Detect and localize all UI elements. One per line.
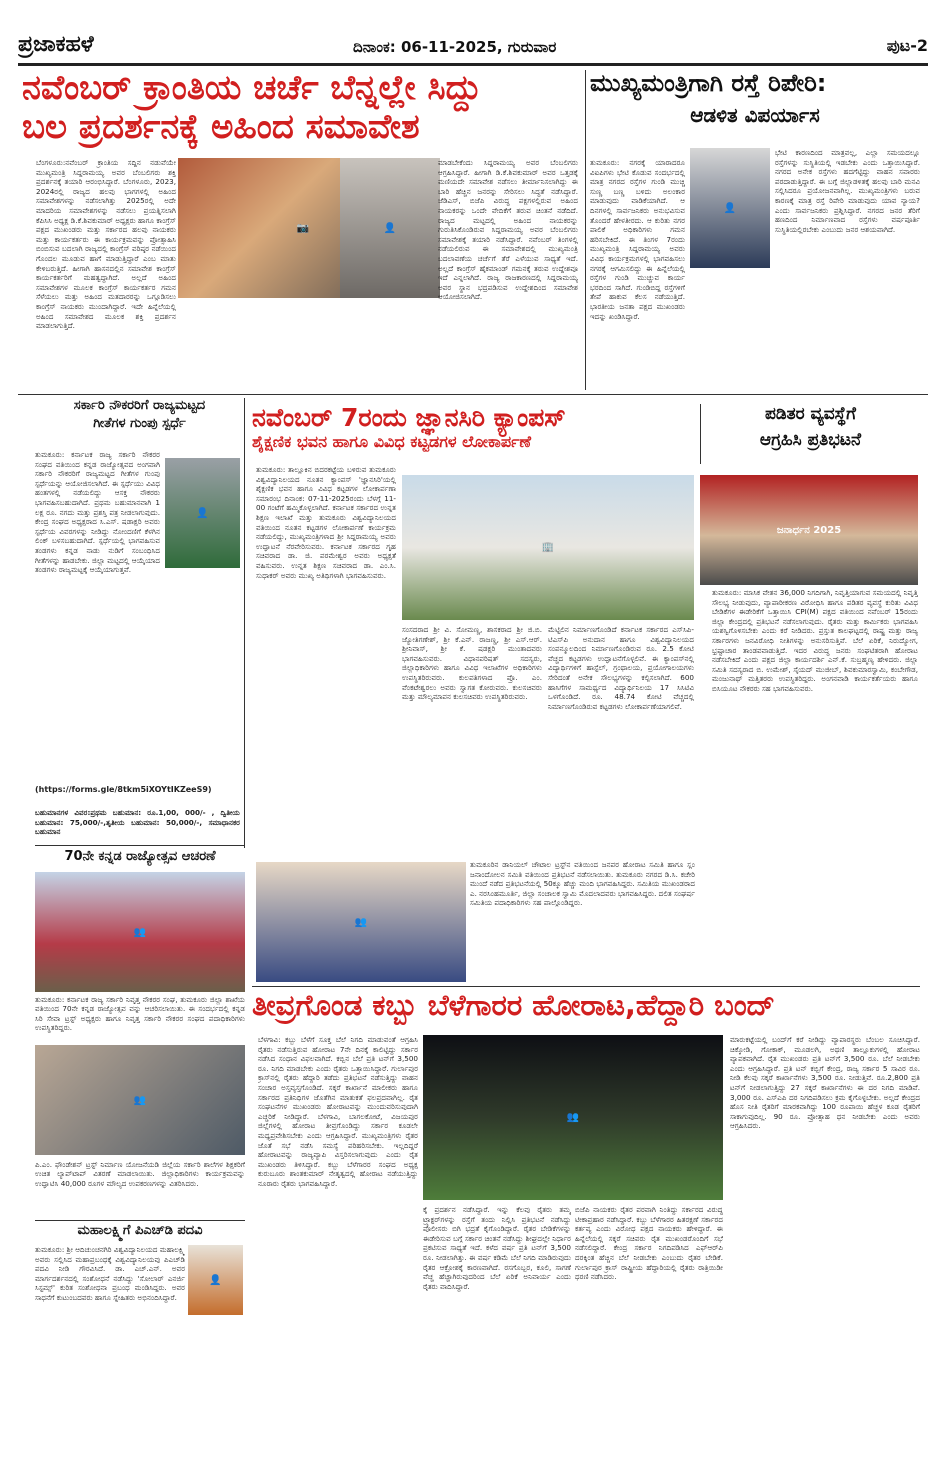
divider (252, 986, 920, 987)
job-link: (https://forms.gle/8tkm5iXOYtIKZeeS9) (35, 785, 212, 794)
laptop-event-photo (35, 1045, 245, 1155)
cm-headline-line2: ಆಡಳಿತ ವಿಪರ್ಯಾಸ (690, 102, 820, 127)
rajyotsava-headline: 70ನೇ ಕನ್ನಡ ರಾಜ್ಯೋತ್ಸವ ಆಚರಣೆ (64, 849, 216, 864)
lead-photo-2 (340, 158, 440, 298)
portrait-icon: 👤 (723, 202, 737, 214)
laptop-caption: ಪಿ.ಎಂ. ಫೌಂಡೇಶನ್ ಟ್ರಸ್ಟ್ ನಿರ್ಮಾಣ ಯೋಜನೆಯಡಿ ಜಿಲ್ಲೆಯ ಸರ್ಕಾರಿ ಶಾಲೆಗಳ ಶಿಕ್ಷಕರಿಗೆ ಉಚಿತ ಲ್ಯಾಪ್‌ಟಾಪ್ ವಿತರಣೆ ಮಾಡಲಾಯಿತು. ಜಿಲ್ಲಾಧಿಕಾರಿಗಳು ಕಾರ್ಯಕ್ರಮವನ್ನು ಉದ್ಘಾಟಿಸಿ 40,000 ರೂಗಳ ಮೌಲ್ಯದ ಉಪಕರಣಗಳನ್ನು ವಿತರಿಸಿದರು. (35, 1160, 245, 1188)
sugarcane-col1: ಬೆಳಗಾವಿ: ಕಬ್ಬು ಬೆಳೆಗೆ ಸೂಕ್ತ ಬೆಲೆ ನಿಗದಿ ಮಾಡುವಂತೆ ಆಗ್ರಹಿಸಿ ರೈತರು ನಡೆಸುತ್ತಿರುವ ಹೋರಾಟ 7ನೇ ದಿನಕ್ಕೆ ಕಾಲಿಟ್ಟಿದ್ದು ಸರ್ಕಾರ ನಡೆಸಿದ ಸಂಧಾನ ವಿಫಲವಾಗಿದೆ. ಕಬ್ಬಿನ ಬೆಲೆ ಪ್ರತಿ ಟನ್‌ಗೆ 3,500 ರೂ. ನಿಗದಿ ಮಾಡಬೇಕು ಎಂದು ರೈತರು ಒತ್ತಾಯಿಸಿದ್ದಾರೆ. ಗುರ್ಲಾಪುರ ಕ್ರಾಸ್‌ನಲ್ಲಿ ರೈತರು ಹೆದ್ದಾರಿ ತಡೆದು ಪ್ರತಿಭಟನೆ ನಡೆಸುತ್ತಿದ್ದು ವಾಹನ ಸಂಚಾರ ಅಸ್ತವ್ಯಸ್ತಗೊಂಡಿದೆ. ಸಕ್ಕರೆ ಕಾರ್ಖಾನೆ ಮಾಲೀಕರು ಹಾಗೂ ಸರ್ಕಾರದ ಪ್ರತಿನಿಧಿಗಳ ಜೊತೆಗಿನ ಮಾತುಕತೆ ಫಲಪ್ರದವಾಗಿಲ್ಲ. ರೈತ ಸಂಘಟನೆಗಳ ಮುಖಂಡರು ಹೋರಾಟವನ್ನು ಮುಂದುವರಿಸುವುದಾಗಿ ಎಚ್ಚರಿಕೆ ನೀಡಿದ್ದಾರೆ. ಬೆಳಗಾವಿ, ಬಾಗಲಕೋಟೆ, ವಿಜಯಪುರ ಜಿಲ್ಲೆಗಳಲ್ಲಿ ಹೋರಾಟ ತೀವ್ರಗೊಂಡಿದ್ದು ಸರ್ಕಾರ ಕೂಡಲೇ ಮಧ್ಯಪ್ರವೇಶಿಸಬೇಕು ಎಂದು ಆಗ್ರಹಿಸಿದ್ದಾರೆ. ಮುಖ್ಯಮಂತ್ರಿಗಳು ರೈತರ ಜೊತೆ ಸಭೆ ನಡೆಸಿ ಸಮಸ್ಯೆ ಪರಿಹರಿಸಬೇಕು. ಇಲ್ಲದಿದ್ದರೆ ಹೋರಾಟವನ್ನು ರಾಜ್ಯವ್ಯಾಪಿ ವಿಸ್ತರಿಸಲಾಗುವುದು ಎಂದು ರೈತ ಮುಖಂಡರು ತಿಳಿಸಿದ್ದಾರೆ. ಕಬ್ಬು ಬೆಳೆಗಾರರ ಸಂಘದ ಅಧ್ಯಕ್ಷ ಕುರುಬೂರು ಶಾಂತಕುಮಾರ್ ನೇತೃತ್ವದಲ್ಲಿ ಹೋರಾಟ ನಡೆಯುತ್ತಿದ್ದು ನೂರಾರು ರೈತರು ಭಾಗವಹಿಸಿದ್ದಾರೆ. (258, 1035, 418, 1188)
padita-box (700, 404, 920, 464)
portrait-icon: 👤 (196, 507, 209, 519)
lead-col1: ಬೆಂಗಳೂರು:ನವೆಂಬರ್ ಕ್ರಾಂತಿಯ ಸದ್ದಿನ ನಡುವೆಯೇ ಮುಖ್ಯಮಂತ್ರಿ ಸಿದ್ದರಾಮಯ್ಯ ಅವರ ಬೆಂಬಲಿಗರು ಶಕ್ತಿ ಪ್ರದರ್ಶನಕ್ಕೆ ತಯಾರಿ ಆರಂಭಿಸಿದ್ದಾರೆ. ಬೆಂಗಳೂರು, 2023, 2024ರಲ್ಲಿ ರಾಜ್ಯದ ಹಲವು ಭಾಗಗಳಲ್ಲಿ ಅಹಿಂದ ಸಮಾವೇಶಗಳನ್ನು ನಡೆಸಲಾಗಿತ್ತು 2025ರಲ್ಲಿ ಅದೇ ಮಾದರಿಯ ಸಮಾವೇಶಗಳನ್ನು ನಡೆಸಲು ಪ್ರಯತ್ನಿಸಲಾಗಿ ಕೆಪಿಸಿಸಿ ಅಧ್ಯಕ್ಷ ಡಿ.ಕೆ.ಶಿವಕುಮಾರ್ ಅಧ್ಯಕ್ಷರು ಹಾಗೂ ಕಾಂಗ್ರೆಸ್ ಪಕ್ಷದ ಮುಖಂಡರು ಮತ್ತು ಸರ್ಕಾರದ ಹಲವು ನಾಯಕರು ಮತ್ತು ಕಾರ್ಯಕರ್ತರು ಈ ಕಾರ್ಯಕ್ರಮವನ್ನು ಪ್ರೋತ್ಸಾಹಿಸಿ ಬಿಂಬಿಸುವ ಬದಲಾಗಿ ರಾಜ್ಯದಲ್ಲಿ ಕಾಂಗ್ರೆಸ್ ವರಿಷ್ಠರ ನಡೆಯಿಂದ ಗೊಂದಲ ಮೂಡುವ ಹಾಗೆ ಮಾಡುತ್ತಿದ್ದಾರೆ ಎಂಬ ಮಾತು ಕೇಳಿಬರುತ್ತಿದೆ. ಹೀಗಾಗಿ ಹಾಸನದಲ್ಲಿನ ಸಮಾವೇಶ ಕಾಂಗ್ರೆಸ್ ಕಾರ್ಯಕರ್ತರಿಗೆ ಮಹತ್ವದ್ದಾಗಿದೆ. ಅಲ್ಲದೆ ಅಹಿಂದ ಸಮಾವೇಶಗಳ ಮೂಲಕ ಕಾಂಗ್ರೆಸ್ ಕಾರ್ಯಕರ್ತರ ಗಮನ ಸೆಳೆಯಲು ಮತ್ತು ಅಹಿಂದ ಮತದಾರರನ್ನು ಒಗ್ಗೂಡಿಸಲು ಕಾಂಗ್ರೆಸ್ ನಾಯಕರು ಮುಂದಾಗಿದ್ದಾರೆ. ಇದೇ ಹಿನ್ನೆಲೆಯಲ್ಲಿ ಅಹಿಂದ ಸಮಾವೇಶದ ಮೂಲಕ ಶಕ್ತಿ ಪ್ರದರ್ಶನ ಮಾಡಲಾಗುತ್ತಿದೆ. (36, 158, 176, 331)
sugarcane-col3: ಬಿಜೆಪಿ ನಾಯಕರು ರೈತರ ಪರವಾಗಿ ನಿಂತಿದ್ದು ಸರ್ಕಾರದ ವಿರುದ್ಧ ಟೀಕಾಪ್ರಹಾರ ನಡೆಸಿದ್ದಾರೆ. ಕಬ್ಬು ಬೆಳೆಗಾರರ ಹಿತರಕ್ಷಣೆ ಸರ್ಕಾರದ ಕರ್ತವ್ಯ ಎಂದು ವಿರೋಧ ಪಕ್ಷದ ನಾಯಕರು ಹೇಳಿದ್ದಾರೆ. ಈ ಹಿನ್ನೆಲೆಯಲ್ಲಿ ಸಕ್ಕರೆ ಸಚಿವರು ರೈತ ಮುಖಂಡರೊಂದಿಗೆ ಸಭೆ ನಡೆಸಲಿದ್ದಾರೆ. ಕೇಂದ್ರ ಸರ್ಕಾರ ನಿಗದಿಪಡಿಸಿದ ಎಫ್‌ಆರ್‌ಪಿ ದರಕ್ಕಿಂತ ಹೆಚ್ಚಿನ ಬೆಲೆ ನೀಡಬೇಕು ಎಂಬುದು ರೈತರ ಬೇಡಿಕೆ. ಗುರ್ಲಾಪುರ ಕ್ರಾಸ್ ರಾಷ್ಟ್ರೀಯ ಹೆದ್ದಾರಿಯಲ್ಲಿ ರೈತರು ರಾತ್ರಿಯಿಡೀ ಧರಣಿ ನಡೆಸಿದರು. (575, 1205, 723, 1282)
group-photo-icon: 👥 (566, 1112, 580, 1123)
rajyotsava-box (35, 845, 245, 871)
masthead (18, 30, 928, 66)
lead-headline-line1: ನವೆಂಬರ್ ಕ್ರಾಂತಿಯ ಚರ್ಚೆ ಬೆನ್ನಲ್ಲೇ ಸಿದ್ದು (22, 70, 482, 108)
lead-col2: ಮಾಡಬೇಕೆಂದು ಸಿದ್ದರಾಮಯ್ಯ ಅವರ ಬೆಂಬಲಿಗರು ಆಗ್ರಹಿಸಿದ್ದಾರೆ. ಹೀಗಾಗಿ ಡಿ.ಕೆ.ಶಿವಕುಮಾರ್ ಅವರ ಒತ್ತಡಕ್ಕೆ ಮಣಿಯದೇ ಸಮಾವೇಶ ನಡೆಸಲು ತೀರ್ಮಾನಿಸಲಾಗಿದ್ದು ಈ ಬಾರಿ ಹೆಚ್ಚಿನ ಜನರನ್ನು ಸೇರಿಸಲು ಸಿದ್ಧತೆ ನಡೆಸಿದ್ದಾರೆ. ಜೆಡಿಎಸ್, ಬಿಜೆಪಿ ವಿರುದ್ಧ ಪಕ್ಷಗಳಲ್ಲಿರುವ ಅಹಿಂದ ನಾಯಕರನ್ನು ಒಂದೇ ವೇದಿಕೆಗೆ ತರುವ ಚಿಂತನೆ ನಡೆದಿದೆ. ರಾಜ್ಯದ ಮಟ್ಟದಲ್ಲಿ ಅಹಿಂದ ನಾಯಕರನ್ನು ಗುರುತಿಸಿಕೊಂಡಿರುವ ಸಿದ್ದರಾಮಯ್ಯ ಅವರ ಬೆಂಬಲಿಗರು ಸಮಾವೇಶಕ್ಕೆ ತಯಾರಿ ನಡೆಸಿದ್ದಾರೆ. ನವೆಂಬರ್ ತಿಂಗಳಲ್ಲಿ ನಡೆಯಲಿರುವ ಈ ಸಮಾವೇಶದಲ್ಲಿ ಮುಖ್ಯಮಂತ್ರಿ ಬದಲಾವಣೆಯ ಚರ್ಚೆಗೆ ತೆರೆ ಎಳೆಯುವ ಸಾಧ್ಯತೆ ಇದೆ. ಅಲ್ಲದೆ ಕಾಂಗ್ರೆಸ್ ಹೈಕಮಾಂಡ್ ಗಮನಕ್ಕೆ ತರುವ ಉದ್ದೇಶವೂ ಇದೆ ಎನ್ನಲಾಗಿದೆ. ರಾಜ್ಯ ರಾಜಕಾರಣದಲ್ಲಿ ಸಿದ್ದರಾಮಯ್ಯ ಅವರ ಸ್ಥಾನ ಭದ್ರಪಡಿಸುವ ಉದ್ದೇಶದಿಂದ ಸಮಾವೇಶ ಆಯೋಜಿಸಲಾಗಿದೆ. (438, 158, 578, 302)
lead-headline-line2: ಬಲ ಪ್ರದರ್ಶನಕ್ಕೆ ಅಹಿಂದ ಸಮಾವೇಶ (22, 106, 420, 147)
mahalakshmi-headline: ಮಹಾಲಕ್ಷ್ಮಿಗೆ ಪಿಎಚ್‌ಡಿ ಪದವಿ (77, 1223, 203, 1238)
group-photo-icon: 👥 (354, 916, 368, 928)
protest-photo (256, 862, 466, 982)
campus-col3: ಮೆಟ್ಟಿಲಿನ ನಿರ್ಮಾಣಗೊಂಡಿದೆ ಕರ್ನಾಟಕ ಸರ್ಕಾರದ ಎಸ್‌ಸಿಪಿ-ಟಿಎಸ್‌ಪಿ ಅನುದಾನ ಹಾಗೂ ವಿಶ್ವವಿದ್ಯಾನಿಲಯದ ಸಂಪನ್ಮೂಲದಿಂದ ನಿರ್ಮಾಣಗೊಂಡಿರುವ ರೂ. 2.5 ಕೋಟಿ ವೆಚ್ಚದ ಕಟ್ಟಡಗಳು ಉದ್ಘಾಟನೆಗೊಳ್ಳಲಿವೆ. ಈ ಕ್ಯಾಂಪಸ್‌ನಲ್ಲಿ ವಿದ್ಯಾರ್ಥಿಗಳಿಗೆ ಹಾಸ್ಟೆಲ್, ಗ್ರಂಥಾಲಯ, ಪ್ರಯೋಗಾಲಯಗಳು ಸೇರಿದಂತೆ ಅನೇಕ ಸೌಲಭ್ಯಗಳನ್ನು ಕಲ್ಪಿಸಲಾಗಿದೆ. 600 ಹಾಸಿಗೆಗಳ ಸಾಮರ್ಥ್ಯದ ವಿದ್ಯಾರ್ಥಿನಿಲಯ 17 ಸಿಸಿಟಿವಿ ಒಳಗೊಂಡಿದೆ. ರೂ. 48.74 ಕೋಟಿ ವೆಚ್ಚದಲ್ಲಿ ನಿರ್ಮಾಣಗೊಂಡಿರುವ ಕಟ್ಟಡಗಳು ಲೋಕಾರ್ಪಣೆಯಾಗಲಿವೆ. (548, 625, 694, 711)
sugarcane-col4: ಮಾರುಕಟ್ಟೆಯಲ್ಲಿ ಬಂದ್‌ಗೆ ಕರೆ ನೀಡಿದ್ದು ವ್ಯಾಪಾರಸ್ಥರು ಬೆಂಬಲ ಸೂಚಿಸಿದ್ದಾರೆ. ಚಿಕ್ಕೋಡಿ, ಗೋಕಾಕ್, ಮೂಡಲಗಿ, ಅಥಣಿ ತಾಲ್ಲೂಕುಗಳಲ್ಲಿ ಹೋರಾಟ ವ್ಯಾಪಕವಾಗಿದೆ. ರೈತ ಮುಖಂಡರು ಪ್ರತಿ ಟನ್‌ಗೆ 3,500 ರೂ. ಬೆಲೆ ನೀಡಬೇಕು ಎಂದು ಆಗ್ರಹಿಸಿದ್ದಾರೆ. ಪ್ರತಿ ಟನ್ ಕಬ್ಬಿಗೆ ಕೇಂದ್ರ, ರಾಜ್ಯ ಸರ್ಕಾರ 5 ಸಾವಿರ ರೂ. ನೀಡಿ ಕೆಲವು ಸಕ್ಕರೆ ಕಾರ್ಖಾನೆಗಳು 3,500 ರೂ. ನೀಡುತ್ತಿವೆ. ರೂ.2,800 ಪ್ರತಿ ಟನ್‌ಗೆ ನೀಡಲಾಗುತ್ತಿದ್ದು 27 ಸಕ್ಕರೆ ಕಾರ್ಖಾನೆಗಳು ಈ ದರ ನಿಗದಿ ಮಾಡಿವೆ. 3,000 ರೂ. ಎಸ್‌ಎಪಿ ದರ ನಿಗದಿಪಡಿಸಲು ಕ್ರಮ ಕೈಗೊಳ್ಳಬೇಕು. ಅಲ್ಲದೆ ಕೇಂದ್ರದ ಹೊಸ ನೀತಿ ರೈತರಿಗೆ ಮಾರಕವಾಗಿದ್ದು 100 ರೂಪಾಯಿ ಹೆಚ್ಚಳ ಕೂಡ ರೈತರಿಗೆ ಸಾಕಾಗುವುದಿಲ್ಲ. 90 ರೂ. ಪ್ರೋತ್ಸಾಹ ಧನ ನೀಡಬೇಕು ಎಂದು ಅವರು ಆಗ್ರಹಿಸಿದರು. (730, 1035, 920, 1131)
padita-headline-line2: ಆಗ್ರಹಿಸಿ ಪ್ರತಿಭಟನೆ (759, 430, 862, 450)
job-prizes: ಬಹುಮಾನಗಳ ವಿವರ:ಪ್ರಥಮ ಬಹುಮಾನ: ರೂ.1,00, 000/- , ದ್ವಿತೀಯ ಬಹುಮಾನ: 75,000/-,ತೃತೀಯ ಬಹುಮಾನ: 50,000/-, ಸಮಾಧಾನಕರ ಬಹುಮಾನ (35, 808, 240, 837)
job-photo (165, 458, 240, 568)
rajyotsava-photo (35, 872, 245, 992)
campus-box (252, 404, 697, 459)
page-number: ಪುಟ-2 (886, 36, 928, 55)
divider (18, 394, 928, 395)
rajyotsava-caption: ತುಮಕೂರು: ಕರ್ನಾಟಕ ರಾಜ್ಯ ಸರ್ಕಾರಿ ನಿವೃತ್ತ ನೌಕರರ ಸಂಘ, ತುಮಕೂರು ಜಿಲ್ಲಾ ಶಾಖೆಯ ವತಿಯಿಂದ 70ನೇ ಕನ್ನಡ ರಾಜ್ಯೋತ್ಸವ ವನ್ನು ಆಚರಿಸಲಾಯಿತು. ಈ ಸಂದರ್ಭದಲ್ಲಿ ಕನ್ನಡ ಸಿರಿ ಸೇವಾ ಟ್ರಸ್ಟ್ ಅಧ್ಯಕ್ಷರು ಹಾಗೂ ನಿವೃತ್ತ ಸರ್ಕಾರಿ ನೌಕರರ ಸಂಘದ ಪದಾಧಿಕಾರಿಗಳು ಉಪಸ್ಥಿತರಿದ್ದರು. (35, 995, 245, 1033)
camera-icon: 📷 (296, 222, 310, 234)
portrait-icon: 👤 (383, 222, 397, 234)
campus-headline-line1: ನವೆಂಬರ್ 7ರಂದು ಜ್ಞಾನಸಿರಿ ಕ್ಯಾಂಪಸ್ (252, 404, 566, 432)
job-headline-line1: ಸರ್ಕಾರಿ ನೌಕರರಿಗೆ ರಾಜ್ಯಮಟ್ಟದ (73, 398, 206, 413)
cm-headline-line1: ಮುಖ್ಯಮಂತ್ರಿಗಾಗಿ ರಸ್ತೆ ರಿಪೇರಿ: (590, 70, 827, 97)
campus-headline-line2: ಶೈಕ್ಷಣಿಕ ಭವನ ಹಾಗೂ ವಿವಿಧ ಕಟ್ಟಡಗಳ ಲೋಕಾರ್ಪಣೆ (252, 432, 532, 451)
protest-body: ತುಮಕೂರಿನ ಡಾನಿಯಲ್ ಚೌಟಾಲ ಟ್ರಸ್ಟ್‌ನ ವತಿಯಿಂದ ಜನಪರ ಹೋರಾಟ ಸಮಿತಿ ಹಾಗೂ ಸ್ಲಂ ಜನಾಂದೋಲನ ಸಮಿತಿ ವತಿಯಿಂದ ಪ್ರತಿಭಟನೆ ನಡೆಸಲಾಯಿತು. ತುಮಕೂರು ನಗರದ ಡಿ.ಸಿ. ಕಚೇರಿ ಮುಂದೆ ನಡೆದ ಪ್ರತಿಭಟನೆಯಲ್ಲಿ 50ಕ್ಕೂ ಹೆಚ್ಚು ಮಂದಿ ಭಾಗವಹಿಸಿದ್ದರು. ಸಮಿತಿಯ ಮುಖಂಡರಾದ ಎ. ನರಸಿಂಹಮೂರ್ತಿ, ಜಿಲ್ಲಾ ಸಂಚಾಲಕ ಸ್ವಾಮಿ ಮೊದಲಾದವರು ಭಾಗವಹಿಸಿದ್ದರು. ದಲಿತ ಸಂಘರ್ಷ ಸಮಿತಿಯ ಪದಾಧಿಕಾರಿಗಳು ಸಹ ಪಾಲ್ಗೊಂಡಿದ್ದರು. (470, 860, 695, 908)
lead-headline (22, 70, 582, 154)
issue-date: ದಿನಾಂಕ: 06-11-2025, ಗುರುವಾರ (353, 38, 557, 56)
padita-headline-line1: ಪಡಿತರ ವ್ಯವಸ್ಥೆಗೆ (764, 404, 856, 424)
campus-col2: ಸಂಸದರಾದ ಶ್ರೀ ವಿ. ಸೋಮಣ್ಣ, ಶಾಸಕರಾದ ಶ್ರೀ ಜಿ.ಬಿ. ಜ್ಯೋತಿಗಣೇಶ್, ಶ್ರೀ ಕೆ.ಎನ್. ರಾಜಣ್ಣ, ಶ್ರೀ ಎಸ್.ಆರ್. ಶ್ರೀನಿವಾಸ್, ಶ್ರೀ ಕೆ. ಷಡಕ್ಷರಿ ಮುಂತಾದವರು ಭಾಗವಹಿಸುವರು. ವಿಧಾನಪರಿಷತ್ ಸದಸ್ಯರು, ಜಿಲ್ಲಾಧಿಕಾರಿಗಳು ಹಾಗೂ ವಿವಿಧ ಇಲಾಖೆಗಳ ಅಧಿಕಾರಿಗಳು ಉಪಸ್ಥಿತರಿರುವರು. ಕುಲಪತಿಗಳಾದ ಪ್ರೊ. ಎಂ. ವೆಂಕಟೇಶ್ವರಲು ಅವರು ಸ್ವಾಗತ ಕೋರುವರು. ಕುಲಸಚಿವರು ಮತ್ತು ಮೌಲ್ಯಮಾಪನ ಕುಲಸಚಿವರು ಉಪಸ್ಥಿತರಿರುವರು. (402, 625, 542, 702)
job-body: ತುಮಕೂರು: ಕರ್ನಾಟಕ ರಾಜ್ಯ ಸರ್ಕಾರಿ ನೌಕರರ ಸಂಘದ ವತಿಯಿಂದ ಕನ್ನಡ ರಾಜ್ಯೋತ್ಸವದ ಅಂಗವಾಗಿ ಸರ್ಕಾರಿ ನೌಕರರಿಗೆ ರಾಜ್ಯಮಟ್ಟದ ಗೀತೆಗಳ ಗುಂಪು ಸ್ಪರ್ಧೆಯನ್ನು ಆಯೋಜಿಸಲಾಗಿದೆ. ಈ ಸ್ಪರ್ಧೆಯು ವಿವಿಧ ಹಂತಗಳಲ್ಲಿ ನಡೆಯಲಿದ್ದು ಆಸಕ್ತ ನೌಕರರು ಭಾಗವಹಿಸಬಹುದಾಗಿದೆ. ಪ್ರಥಮ ಬಹುಮಾನವಾಗಿ 1 ಲಕ್ಷ ರೂ. ನಗದು ಮತ್ತು ಪ್ರಶಸ್ತಿ ಪತ್ರ ನೀಡಲಾಗುವುದು. ಕೇಂದ್ರ ಸಂಘದ ಅಧ್ಯಕ್ಷರಾದ ಸಿ.ಎಸ್. ಷಡಾಕ್ಷರಿ ಅವರು ಸ್ಪರ್ಧೆಯ ವಿವರಗಳನ್ನು ನೀಡಿದ್ದು ನೋಂದಣಿಗೆ ಕೆಳಗಿನ ಲಿಂಕ್ ಬಳಸಬಹುದಾಗಿದೆ. ಸ್ಪರ್ಧೆಯಲ್ಲಿ ಭಾಗವಹಿಸುವ ತಂಡಗಳು ಕನ್ನಡ ನಾಡು ನುಡಿಗೆ ಸಂಬಂಧಿಸಿದ ಗೀತೆಗಳನ್ನು ಹಾಡಬೇಕು. ಜಿಲ್ಲಾ ಮಟ್ಟದಲ್ಲಿ ಆಯ್ಕೆಯಾದ ತಂಡಗಳು ರಾಜ್ಯಮಟ್ಟಕ್ಕೆ ಆಯ್ಕೆಯಾಗುತ್ತವೆ. (35, 450, 160, 575)
group-photo-icon: 👥 (133, 926, 147, 938)
job-headline-line2: ಗೀತೆಗಳ ಗುಂಪು ಸ್ಪರ್ಧೆ (93, 416, 186, 431)
group-photo-icon: 👥 (133, 1094, 147, 1106)
divider (585, 70, 586, 390)
mahalakshmi-photo (188, 1245, 243, 1315)
padita-photo-label: ಜನಾರ್ಧನ 2025 (776, 524, 842, 536)
padita-photo (700, 475, 918, 585)
cm-col1: ತುಮಕೂರು: ನಗರಕ್ಕೆ ಯಾರಾದರೂ ವಿಐಪಿಗಳು ಭೇಟಿ ಕೊಡುವ ಸಂದರ್ಭದಲ್ಲಿ ಮಾತ್ರ ನಗರದ ರಸ್ತೆಗಳ ಗುಂಡಿ ಮುಚ್ಚಿ ಸುಣ್ಣ ಬಣ್ಣ ಬಳಿದು ಅಲಂಕಾರ ಮಾಡುವುದು ವಾಡಿಕೆಯಾಗಿದೆ. ಆ ದಿನಗಳಲ್ಲಿ ಸಾರ್ವಜನಿಕರು ಅನುಭವಿಸುವ ತೊಂದರೆ ಹೇಳತೀರದು. ಆ ಕುರಿತು ನಗರ ಪಾಲಿಕೆ ಅಧಿಕಾರಿಗಳು ಗಮನ ಹರಿಸಬೇಕಿದೆ. ಈ ತಿಂಗಳ 7ರಂದು ಮುಖ್ಯಮಂತ್ರಿ ಸಿದ್ದರಾಮಯ್ಯ ಅವರು ವಿವಿಧ ಕಾರ್ಯಕ್ರಮಗಳಲ್ಲಿ ಭಾಗವಹಿಸಲು ನಗರಕ್ಕೆ ಆಗಮಿಸಲಿದ್ದು ಈ ಹಿನ್ನೆಲೆಯಲ್ಲಿ ರಸ್ತೆಗಳ ಗುಂಡಿ ಮುಚ್ಚುವ ಕಾರ್ಯ ಭರದಿಂದ ಸಾಗಿದೆ. ಗುಂಡಿಬಿದ್ದ ರಸ್ತೆಗಳಿಗೆ ತೇಪೆ ಹಾಕುವ ಕೆಲಸ ನಡೆಯುತ್ತಿದೆ. ಭಾರತೀಯ ಜನತಾ ಪಕ್ಷದ ಮುಖಂಡರು ಇದನ್ನು ಖಂಡಿಸಿದ್ದಾರೆ. (590, 158, 685, 321)
sugarcane-box (252, 990, 920, 1030)
sugarcane-headline: ತೀವ್ರಗೊಂಡ ಕಬ್ಬು ಬೆಳೆಗಾರರ ಹೋರಾಟ,ಹೆದ್ದಾರಿ ಬಂದ್ (252, 990, 775, 1022)
cm-photo (690, 148, 770, 268)
mahalakshmi-box (35, 1220, 245, 1242)
cm-col2: ಭೇಟಿ ಕಾರಣದಿಂದ ಮಾತ್ರವಲ್ಲ, ಎಲ್ಲಾ ಸಮಯದಲ್ಲೂ ರಸ್ತೆಗಳನ್ನು ಸುಸ್ಥಿತಿಯಲ್ಲಿ ಇಡಬೇಕು ಎಂದು ಒತ್ತಾಯಿಸಿದ್ದಾರೆ. ನಗರದ ಅನೇಕ ರಸ್ತೆಗಳು ಹದಗೆಟ್ಟಿದ್ದು ವಾಹನ ಸವಾರರು ಪರದಾಡುತ್ತಿದ್ದಾರೆ. ಈ ಬಗ್ಗೆ ಜಿಲ್ಲಾಡಳಿತಕ್ಕೆ ಹಲವು ಬಾರಿ ಮನವಿ ಸಲ್ಲಿಸಿದರೂ ಪ್ರಯೋಜನವಾಗಿಲ್ಲ. ಮುಖ್ಯಮಂತ್ರಿಗಳು ಬರುವ ಕಾರಣಕ್ಕೆ ಮಾತ್ರ ರಸ್ತೆ ರಿಪೇರಿ ಮಾಡುವುದು ಯಾವ ನ್ಯಾಯ? ಎಂದು ಸಾರ್ವಜನಿಕರು ಪ್ರಶ್ನಿಸಿದ್ದಾರೆ. ನಗರದ ಜನರ ತೆರಿಗೆ ಹಣದಿಂದ ನಿರ್ಮಾಣವಾದ ರಸ್ತೆಗಳು ವರ್ಷಪೂರ್ತಿ ಸುಸ್ಥಿತಿಯಲ್ಲಿರಬೇಕು ಎಂಬುದು ಜನರ ಆಶಯವಾಗಿದೆ. (775, 148, 920, 234)
padita-body: ತುಮಕೂರು: ಮಾಸಿಕ ವೇತನ 36,000 ನಿಗದಿಗಾಗಿ, ನಿವೃತ್ತಿಯಾಗುವ ಸಮಯದಲ್ಲಿ ನಿವೃತ್ತಿ ಸೌಲಭ್ಯ ನೀಡುವುದು, ವ್ಯಾಪಾರೀಕರಣ ವಿರೋಧಿಸಿ ಹಾಗೂ ಪಡಿತರ ವ್ಯವಸ್ಥೆ ಕುರಿತು ವಿವಿಧ ಬೇಡಿಕೆಗಳ ಈಡೇರಿಕೆಗೆ ಒತ್ತಾಯಿಸಿ CPI(M) ಪಕ್ಷದ ವತಿಯಿಂದ ನವೆಂಬರ್ 15ರಂದು ಜಿಲ್ಲಾ ಕೇಂದ್ರದಲ್ಲಿ ಪ್ರತಿಭಟನೆ ನಡೆಸಲಾಗುವುದು. ರೈತರು ಮತ್ತು ಕಾರ್ಮಿಕರು ಭಾಗವಹಿಸಿ ಯಶಸ್ವಿಗೊಳಿಸಬೇಕು ಎಂದು ಕರೆ ನೀಡಿದರು. ಪ್ರಸ್ತುತ ಕಾಲಘಟ್ಟದಲ್ಲಿ ರಾಷ್ಟ್ರ ಮತ್ತು ರಾಜ್ಯ ಸರ್ಕಾರಗಳು ಜನವಿರೋಧಿ ನೀತಿಗಳನ್ನು ಅನುಸರಿಸುತ್ತಿವೆ. ಬೆಲೆ ಏರಿಕೆ, ನಿರುದ್ಯೋಗ, ಭ್ರಷ್ಟಾಚಾರ ತಾಂಡವವಾಡುತ್ತಿದೆ. ಇದರ ವಿರುದ್ಧ ಜನರು ಸಂಘಟಿತರಾಗಿ ಹೋರಾಟ ನಡೆಸಬೇಕಿದೆ ಎಂದು ಪಕ್ಷದ ಜಿಲ್ಲಾ ಕಾರ್ಯದರ್ಶಿ ಎನ್.ಕೆ. ಸುಬ್ರಹ್ಮಣ್ಯ ಹೇಳಿದರು. ಜಿಲ್ಲಾ ಸಮಿತಿ ಸದಸ್ಯರಾದ ಬಿ. ಉಮೇಶ್, ಸೈಯದ್ ಮುಜೀಬ್, ಶಿವಕುಮಾರಸ್ವಾಮಿ, ಕಂಬೇಗೌಡ, ಮಂಜುನಾಥ್ ಮತ್ತಿತರರು ಉಪಸ್ಥಿತರಿದ್ದರು. ಅಂಗನವಾಡಿ ಕಾರ್ಯಕರ್ತೆಯರು ಹಾಗೂ ಬಿಸಿಯೂಟ ನೌಕರರು ಸಹ ಭಾಗವಹಿಸುವರು. (712, 588, 918, 693)
sugarcane-col2: ಕ್ಕೆ ಪ್ರದರ್ಶನ ನಡೆಸಿದ್ದಾರೆ. ಇನ್ನು ಕೆಲವು ರೈತರು ತಮ್ಮ ಟ್ರ್ಯಾಕ್ಟರ್‌ಗಳನ್ನು ರಸ್ತೆಗೆ ತಂದು ನಿಲ್ಲಿಸಿ ಪ್ರತಿಭಟನೆ ನಡೆಸಿದ್ದು ಪೊಲೀಸರು ಬಿಗಿ ಭದ್ರತೆ ಕೈಗೊಂಡಿದ್ದಾರೆ. ರೈತರ ಬೇಡಿಕೆಗಳನ್ನು ಈಡೇರಿಸುವ ಬಗ್ಗೆ ಸರ್ಕಾರ ಚಿಂತನೆ ನಡೆಸಿದ್ದು ಶೀಘ್ರದಲ್ಲೇ ನಿರ್ಧಾರ ಪ್ರಕಟಿಸುವ ಸಾಧ್ಯತೆ ಇದೆ. ಕಳೆದ ವರ್ಷ ಪ್ರತಿ ಟನ್‌ಗೆ 3,500 ರೂ. ನೀಡಲಾಗಿತ್ತು. ಈ ವರ್ಷ ಕಡಿಮೆ ಬೆಲೆ ನಿಗದಿ ಮಾಡಿರುವುದು ರೈತರ ಆಕ್ರೋಶಕ್ಕೆ ಕಾರಣವಾಗಿದೆ. ರಸಗೊಬ್ಬರ, ಕೂಲಿ, ಸಾಗಣೆ ವೆಚ್ಚ ಹೆಚ್ಚಾಗಿರುವುದರಿಂದ ಬೆಲೆ ಏರಿಕೆ ಅನಿವಾರ್ಯ ಎಂದು ರೈತರು ವಾದಿಸಿದ್ದಾರೆ. (423, 1205, 571, 1291)
mahalakshmi-body: ತುಮಕೂರು: ಶ್ರೀ ಆದಿಚುಂಚನಗಿರಿ ವಿಶ್ವವಿದ್ಯಾನಿಲಯದ ಮಹಾಲಕ್ಷ್ಮಿ ಅವರು ಸಲ್ಲಿಸಿದ ಮಹಾಪ್ರಬಂಧಕ್ಕೆ ವಿಶ್ವವಿದ್ಯಾನಿಲಯವು ಪಿಎಚ್‌ಡಿ ಪದವಿ ನೀಡಿ ಗೌರವಿಸಿದೆ. ಡಾ. ಎಚ್.ಎನ್. ಅವರ ಮಾರ್ಗದರ್ಶನದಲ್ಲಿ ಸಂಶೋಧನೆ ನಡೆಸಿದ್ದು 'ಸೋಲಾರ್ ಎನರ್ಜಿ ಸಿಸ್ಟಮ್ಸ್' ಕುರಿತ ಸಂಶೋಧನಾ ಪ್ರಬಂಧ ಮಂಡಿಸಿದ್ದರು. ಅವರ ಸಾಧನೆಗೆ ಕುಟುಂಬದವರು ಹಾಗೂ ಸ್ನೇಹಿತರು ಅಭಿನಂದಿಸಿದ್ದಾರೆ. (35, 1245, 185, 1302)
campus-col1: ತುಮಕೂರು: ತಾಲ್ಲೂಕಿನ ಬಿದರಕಟ್ಟೆಯ ಬಳಿರುವ ತುಮಕೂರು ವಿಶ್ವವಿದ್ಯಾನಿಲಯದ ನೂತನ ಕ್ಯಾಂಪಸ್ 'ಜ್ಞಾನಸಿರಿ'ಯಲ್ಲಿ ಶೈಕ್ಷಣಿಕ ಭವನ ಹಾಗೂ ವಿವಿಧ ಕಟ್ಟಡಗಳ ಲೋಕಾರ್ಪಣಾ ಸಮಾರಂಭ ದಿನಾಂಕ: 07-11-2025ರಂದು ಬೆಳಗ್ಗೆ 11-00 ಗಂಟೆಗೆ ಹಮ್ಮಿಕೊಳ್ಳಲಾಗಿದೆ. ಕರ್ನಾಟಕ ಸರ್ಕಾರದ ಉನ್ನತ ಶಿಕ್ಷಣ ಇಲಾಖೆ ಮತ್ತು ತುಮಕೂರು ವಿಶ್ವವಿದ್ಯಾನಿಲಯದ ವತಿಯಿಂದ ನೂತನ ಕಟ್ಟಡಗಳ ಲೋಕಾರ್ಪಣೆ ಕಾರ್ಯಕ್ರಮ ನಡೆಯಲಿದ್ದು, ಮುಖ್ಯಮಂತ್ರಿಗಳಾದ ಶ್ರೀ ಸಿದ್ದರಾಮಯ್ಯ ಅವರು ಉದ್ಘಾಟನೆ ನೆರವೇರಿಸುವರು. ಕರ್ನಾಟಕ ಸರ್ಕಾರದ ಗೃಹ ಸಚಿವರಾದ ಡಾ. ಜಿ. ಪರಮೇಶ್ವರ ಅವರು ಅಧ್ಯಕ್ಷತೆ ವಹಿಸುವರು. ಉನ್ನತ ಶಿಕ್ಷಣ ಸಚಿವರಾದ ಡಾ. ಎಂ.ಸಿ. ಸುಧಾಕರ್ ಅವರು ಮುಖ್ಯ ಅತಿಥಿಗಳಾಗಿ ಭಾಗವಹಿಸುವರು. (256, 465, 396, 580)
building-icon: 🏢 (541, 542, 555, 553)
campus-photo (402, 475, 694, 620)
portrait-icon: 👤 (209, 1274, 222, 1286)
sugarcane-photo (423, 1035, 723, 1200)
paper-name: ಪ್ರಜಾಕಹಳೆ (18, 32, 94, 57)
